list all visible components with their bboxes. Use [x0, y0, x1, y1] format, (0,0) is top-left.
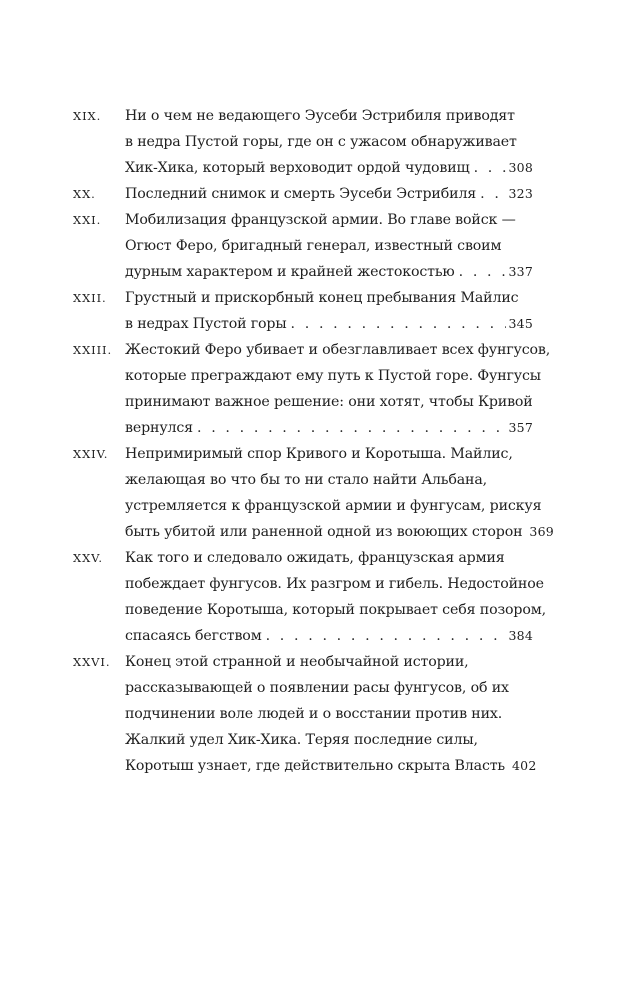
chapter-title [125, 337, 551, 441]
toc-entry[interactable] [73, 545, 547, 649]
title-line: Как того и следовало ожидать, французская армия [125, 550, 505, 566]
title-line: Ни о чем не ведающего Эусеби Эстрибиля приводят [125, 108, 515, 124]
title-line: спасаясь бегством [125, 628, 262, 644]
table-of-contents [73, 103, 554, 779]
title-line: быть убитой или раненной одной из воюющих сторон [125, 524, 523, 540]
toc-entry[interactable] [73, 337, 551, 441]
chapter-title [125, 285, 533, 337]
title-last-line [125, 753, 537, 779]
chapter-number: XX. [73, 187, 96, 201]
dot-leader [480, 181, 505, 207]
page-number: 323 [508, 186, 533, 201]
chapter-number: XXII. [73, 291, 107, 305]
dot-leader [459, 259, 506, 285]
title-line: устремляется к французской армии и фунгусам, рискуя [125, 498, 542, 514]
chapter-number: XXVI. [73, 655, 111, 669]
title-line: желающая во что бы то ни стало найти Альбана, [125, 472, 488, 488]
chapter-title [125, 207, 533, 285]
title-last-line [125, 181, 533, 207]
page-number: 337 [508, 264, 533, 279]
chapter-title [125, 181, 533, 207]
title-last-line [125, 415, 533, 441]
page-number: 369 [529, 524, 554, 539]
title-last-line [125, 259, 533, 285]
page-number: 357 [508, 420, 533, 435]
title-last-line [125, 311, 533, 337]
toc-entry[interactable] [73, 649, 537, 779]
chapter-title [125, 649, 537, 779]
title-line: вернулся [125, 420, 193, 436]
title-last-line [125, 623, 533, 649]
title-line: Непримиримый спор Кривого и Коротыша. Майлис, [125, 446, 513, 462]
toc-entry[interactable] [73, 441, 554, 545]
title-line: принимают важное решение: они хотят, чтобы Кривой [125, 394, 533, 410]
title-line: Огюст Феро, бригадный генерал, известный своим [125, 238, 502, 254]
title-line: Последний снимок и смерть Эусеби Эстрибиля [125, 186, 477, 202]
toc-entry[interactable] [73, 285, 533, 337]
title-line: Жестокий Феро убивает и обезглавливает всех фунгусов, [125, 342, 551, 358]
chapter-title [125, 441, 554, 545]
page-number: 384 [508, 628, 533, 643]
title-line: Жалкий удел Хик-Хика. Теряя последние силы, [125, 732, 478, 748]
title-last-line [125, 155, 533, 181]
title-line: подчинении воле людей и о восстании против них. [125, 706, 503, 722]
title-line: поведение Коротыша, который покрывает себя позором, [125, 602, 547, 618]
title-last-line [125, 519, 554, 545]
dot-leader [266, 623, 506, 649]
dot-leader [474, 155, 506, 181]
chapter-number: XXV. [73, 551, 103, 565]
title-line: побеждает фунгусов. Их разгром и гибель. Недостойное [125, 576, 544, 592]
chapter-number: XIX. [73, 109, 102, 123]
title-line: дурным характером и крайней жестокостью [125, 264, 455, 280]
chapter-number: XXIII. [73, 343, 113, 357]
title-line: рассказывающей о появлении расы фунгусов, об их [125, 680, 509, 696]
page-number: 308 [508, 160, 533, 175]
toc-entry[interactable] [73, 103, 533, 181]
title-line: которые преграждают ему путь к Пустой горе. Фунгусы [125, 368, 541, 384]
chapter-title [125, 103, 533, 181]
title-line: Мобилизация французской армии. Во главе войск — [125, 212, 516, 228]
toc-entry[interactable] [73, 207, 533, 285]
chapter-number: XXI. [73, 213, 102, 227]
title-line: в недрах Пустой горы [125, 316, 287, 332]
title-line: Хик-Хика, который верховодит ордой чудовищ [125, 160, 470, 176]
toc-entry[interactable] [73, 181, 533, 207]
page-number: 345 [508, 316, 533, 331]
title-line: Конец этой странной и необычайной истории, [125, 654, 469, 670]
title-line: в недра Пустой горы, где он с ужасом обнаруживает [125, 134, 517, 150]
title-line: Грустный и прискорбный конец пребывания Майлис [125, 290, 519, 306]
dot-leader [291, 311, 506, 337]
chapter-number: XXIV. [73, 447, 109, 461]
dot-leader [197, 415, 506, 441]
title-line: Коротыш узнает, где действительно скрыта Власть [125, 758, 506, 774]
chapter-title [125, 545, 547, 649]
page-number: 402 [512, 758, 537, 773]
